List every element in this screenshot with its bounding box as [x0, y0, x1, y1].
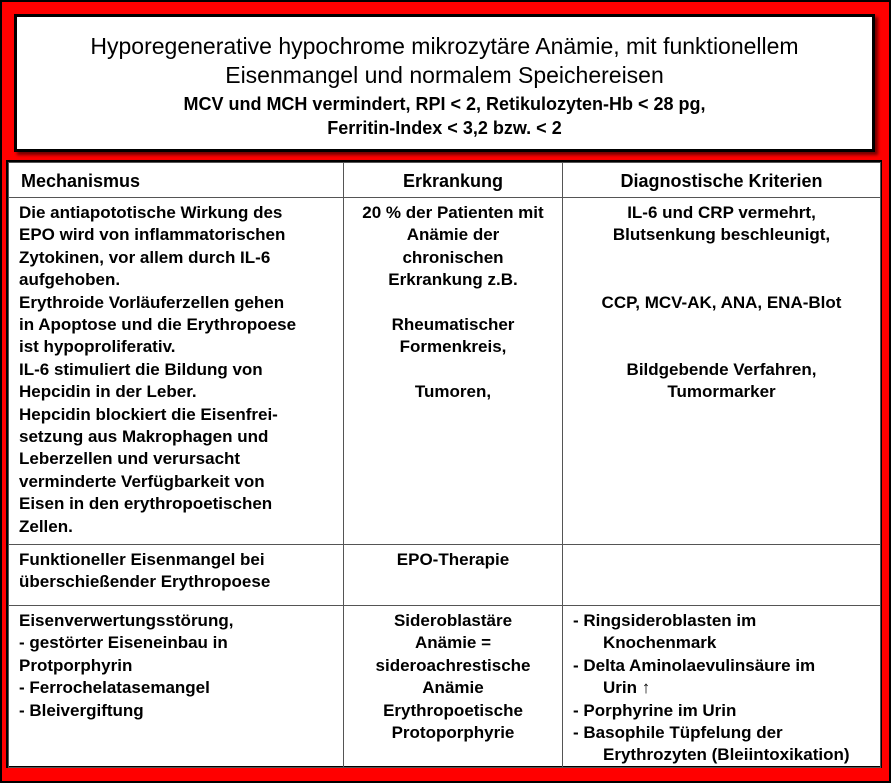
- cell-line: aufgehoben.: [19, 270, 121, 290]
- cell-line: [573, 314, 870, 336]
- cell-line: [573, 247, 870, 269]
- cell-mechanismus: [9, 198, 344, 545]
- criteria-item-continuation: Urin ↑: [603, 678, 651, 698]
- cell-kriterien: [563, 545, 881, 606]
- cell-line: Rheumatischer: [391, 315, 515, 335]
- header-erkrankung: Erkrankung: [344, 163, 563, 198]
- title-box: [14, 14, 875, 152]
- criteria-item-continuation: Erythrozyten (Bleiintoxikation): [603, 745, 850, 765]
- cell-mechanismus: [9, 545, 344, 606]
- cell-line: 20 % der Patienten mit: [362, 203, 544, 222]
- cell-line: ist hypoproliferativ.: [19, 337, 176, 357]
- cell-line: Erythropoetische: [383, 700, 523, 720]
- cell-line: Funktioneller Eisenmangel bei: [19, 550, 265, 569]
- header-kriterien: Diagnostische Kriterien: [563, 163, 881, 198]
- cell-line: überschießender Erythropoese: [19, 572, 271, 592]
- cell-line: [354, 359, 552, 381]
- table-header-row: [9, 163, 881, 198]
- cell-line: Tumormarker: [667, 382, 776, 402]
- cell-erkrankung: [344, 606, 563, 768]
- cell-line: chronischen: [402, 247, 504, 267]
- cell-line: Anämie der: [406, 225, 500, 245]
- cell-line: Eisen in den erythropoetischen: [19, 494, 273, 514]
- cell-kriterien: [563, 198, 881, 545]
- cell-kriterien: [563, 606, 881, 768]
- cell-line: Die antiapototische Wirkung des: [19, 203, 283, 222]
- cell-mechanismus: [9, 606, 344, 768]
- cell-line: [573, 336, 870, 358]
- cell-line: IL-6 stimuliert die Bildung von: [19, 359, 263, 379]
- cell-line: - Ferrochelatasemangel: [19, 678, 210, 698]
- title-line-2: Eisenmangel und normalem Speichereisen: [225, 62, 664, 88]
- cell-line: Sideroblastäre: [393, 611, 513, 630]
- cell-line: Formenkreis,: [399, 337, 507, 357]
- cell-line: CCP, MCV-AK, ANA, ENA-Blot: [601, 292, 842, 312]
- cell-line: Tumoren,: [414, 382, 492, 402]
- cell-line: Protoporphyrie: [391, 723, 515, 743]
- criteria-item: - Porphyrine im Urin: [573, 700, 737, 720]
- cell-line: setzung aus Makrophagen und: [19, 427, 269, 447]
- cell-line: Anämie: [422, 678, 484, 698]
- title-line-1: Hyporegenerative hypochrome mikrozytäre Anämie, mit funktionellem: [90, 33, 799, 59]
- cell-line: Protporphyrin: [19, 655, 133, 675]
- cell-line: in Apoptose und die Erythropoese: [19, 315, 297, 335]
- table-row: [9, 545, 881, 606]
- cell-line: sideroachrestische: [375, 655, 531, 675]
- criteria-item: - Basophile Tüpfelung der: [573, 723, 783, 743]
- criteria-item: - Ringsideroblasten im: [573, 611, 757, 630]
- cell-line: Blutsenkung beschleunigt,: [612, 225, 831, 245]
- cell-line: Hepcidin blockiert die Eisenfrei-: [19, 404, 278, 424]
- title: [17, 32, 872, 90]
- cell-line: Zellen.: [19, 516, 73, 536]
- cell-line: Eisenverwertungsstörung,: [19, 611, 234, 630]
- cell-line: Hepcidin in der Leber.: [19, 382, 197, 402]
- header-mechanismus: Mechanismus: [9, 163, 344, 198]
- table-row: [9, 606, 881, 768]
- cell-line: Erythroide Vorläuferzellen gehen: [19, 292, 285, 312]
- cell-line: [573, 269, 870, 291]
- criteria-item: - Delta Aminolaevulinsäure im: [573, 655, 816, 675]
- cell-line: Anämie =: [414, 633, 492, 653]
- cell-line: Bildgebende Verfahren,: [626, 359, 817, 379]
- criteria-table-panel: [6, 160, 882, 768]
- cell-line: Leberzellen und verursacht: [19, 449, 241, 469]
- cell-line: EPO wird von inflammatorischen: [19, 225, 286, 245]
- cell-line: EPO-Therapie: [396, 550, 510, 569]
- subtitle-line-2: Ferritin-Index < 3,2 bzw. < 2: [327, 118, 562, 138]
- cell-line: IL-6 und CRP vermehrt,: [627, 203, 816, 222]
- criteria-table: [8, 162, 881, 768]
- criteria-item-continuation: Knochenmark: [603, 633, 717, 653]
- cell-erkrankung: [344, 545, 563, 606]
- table-row: [9, 198, 881, 545]
- cell-erkrankung: [344, 198, 563, 545]
- cell-line: - Bleivergiftung: [19, 700, 144, 720]
- cell-line: Erkrankung z.B.: [388, 270, 518, 290]
- subtitle-line-1: MCV und MCH vermindert, RPI < 2, Retikulozyten-Hb < 28 pg,: [183, 94, 706, 114]
- cell-line: [354, 292, 552, 314]
- cell-line: verminderte Verfügbarkeit von: [19, 471, 265, 491]
- cell-line: Zytokinen, vor allem durch IL-6: [19, 247, 271, 267]
- cell-line: - gestörter Eiseneinbau in: [19, 633, 228, 653]
